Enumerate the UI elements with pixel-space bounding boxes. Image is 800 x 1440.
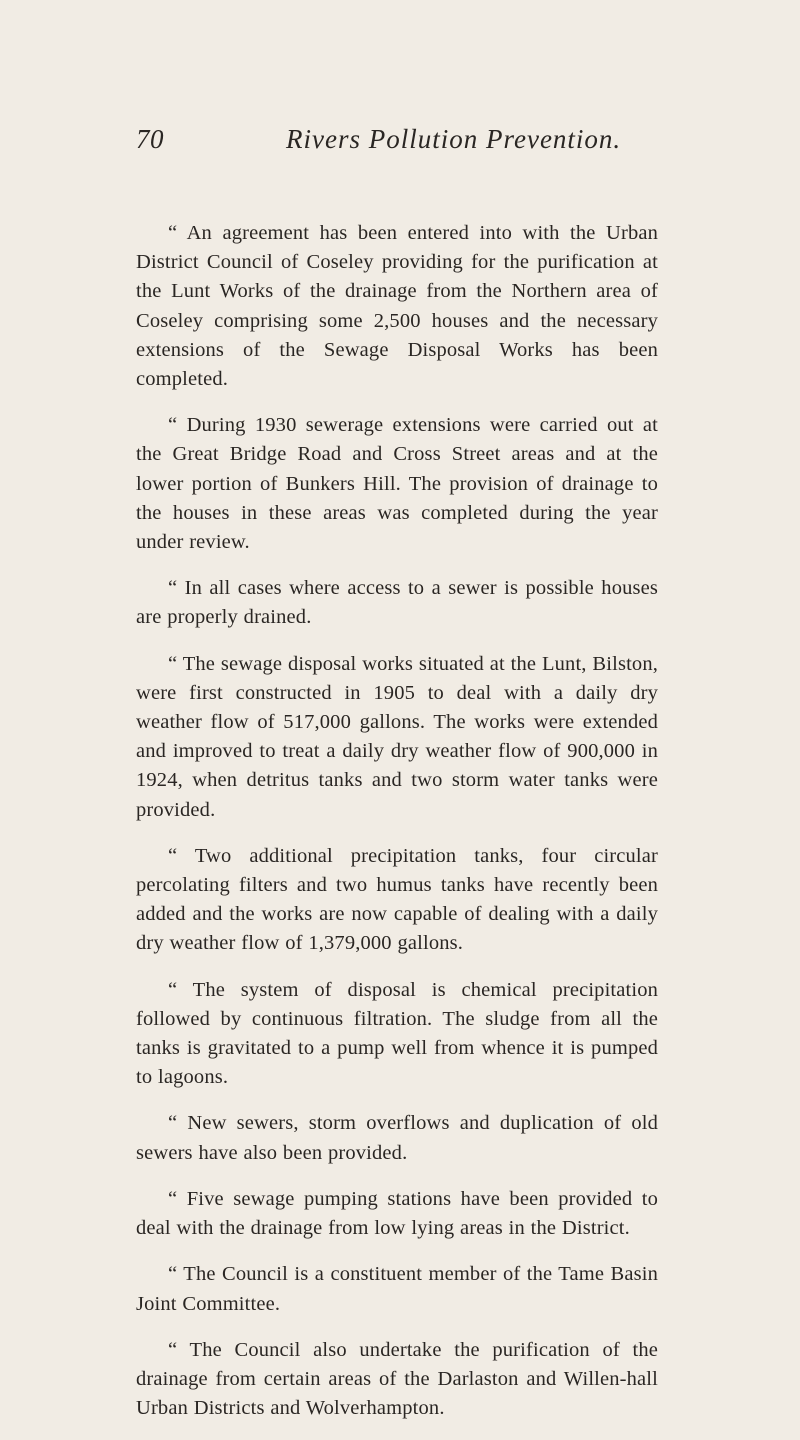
paragraph-lunt-disposal-works: “ The sewage disposal works situated at the Lunt, Bilston, were first constructed in 1905 to deal with a daily dry weather flow of 517,000 gallons. The works were extended and improved to treat a daily dry weather flow of 900,000 in 1924, when detritus tanks and two storm water tanks were provided. [136, 652, 658, 821]
page-number: 70 [136, 124, 164, 154]
paragraph-houses-drained: “ In all cases where access to a sewer is possible houses are properly drained. [136, 577, 658, 629]
paragraph-pumping-stations: “ Five sewage pumping stations have been provided to deal with the drainage from low lying areas in the District. [136, 1187, 658, 1240]
body-text [136, 219, 658, 1440]
paragraph-darlaston-willenhall: “ The Council also undertake the purification of the drainage from certain areas of the Darlaston and Willen-hall Urban Districts and Wolverhampton. [136, 1338, 658, 1420]
paragraph-coseley-agreement: “ An agreement has been entered into with the Urban District Council of Coseley providing for the purification at the Lunt Works of the drainage from the Northern area of Coseley comprising some 2,500 houses and the necessary extensions of the Sewage Disposal Works has been completed. [136, 222, 658, 391]
page-header [136, 124, 636, 164]
paragraph-additional-tanks: “ Two additional precipitation tanks, four circular percolating filters and two humus tanks have recently been added and the works are now capable of dealing with a daily dry weather flow of 1,379,000 gallons. [136, 844, 658, 955]
running-title: Rivers Pollution Prevention. [286, 124, 622, 154]
paragraph-tame-basin: “ The Council is a constituent member of the Tame Basin Joint Committee. [136, 1263, 658, 1315]
paragraph-new-sewers: “ New sewers, storm overflows and duplication of old sewers have also been provided. [136, 1112, 658, 1164]
paragraph-sewerage-extensions-1930: “ During 1930 sewerage extensions were carried out at the Great Bridge Road and Cross Street areas and at the lower portion of Bunkers Hill. The provision of drainage to the houses in these areas was completed during the year under review. [136, 414, 658, 554]
paragraph-disposal-system: “ The system of disposal is chemical precipitation followed by continuous filtration. The sludge from all the tanks is gravitated to a pump well from whence it is pumped to lagoons. [136, 978, 658, 1089]
